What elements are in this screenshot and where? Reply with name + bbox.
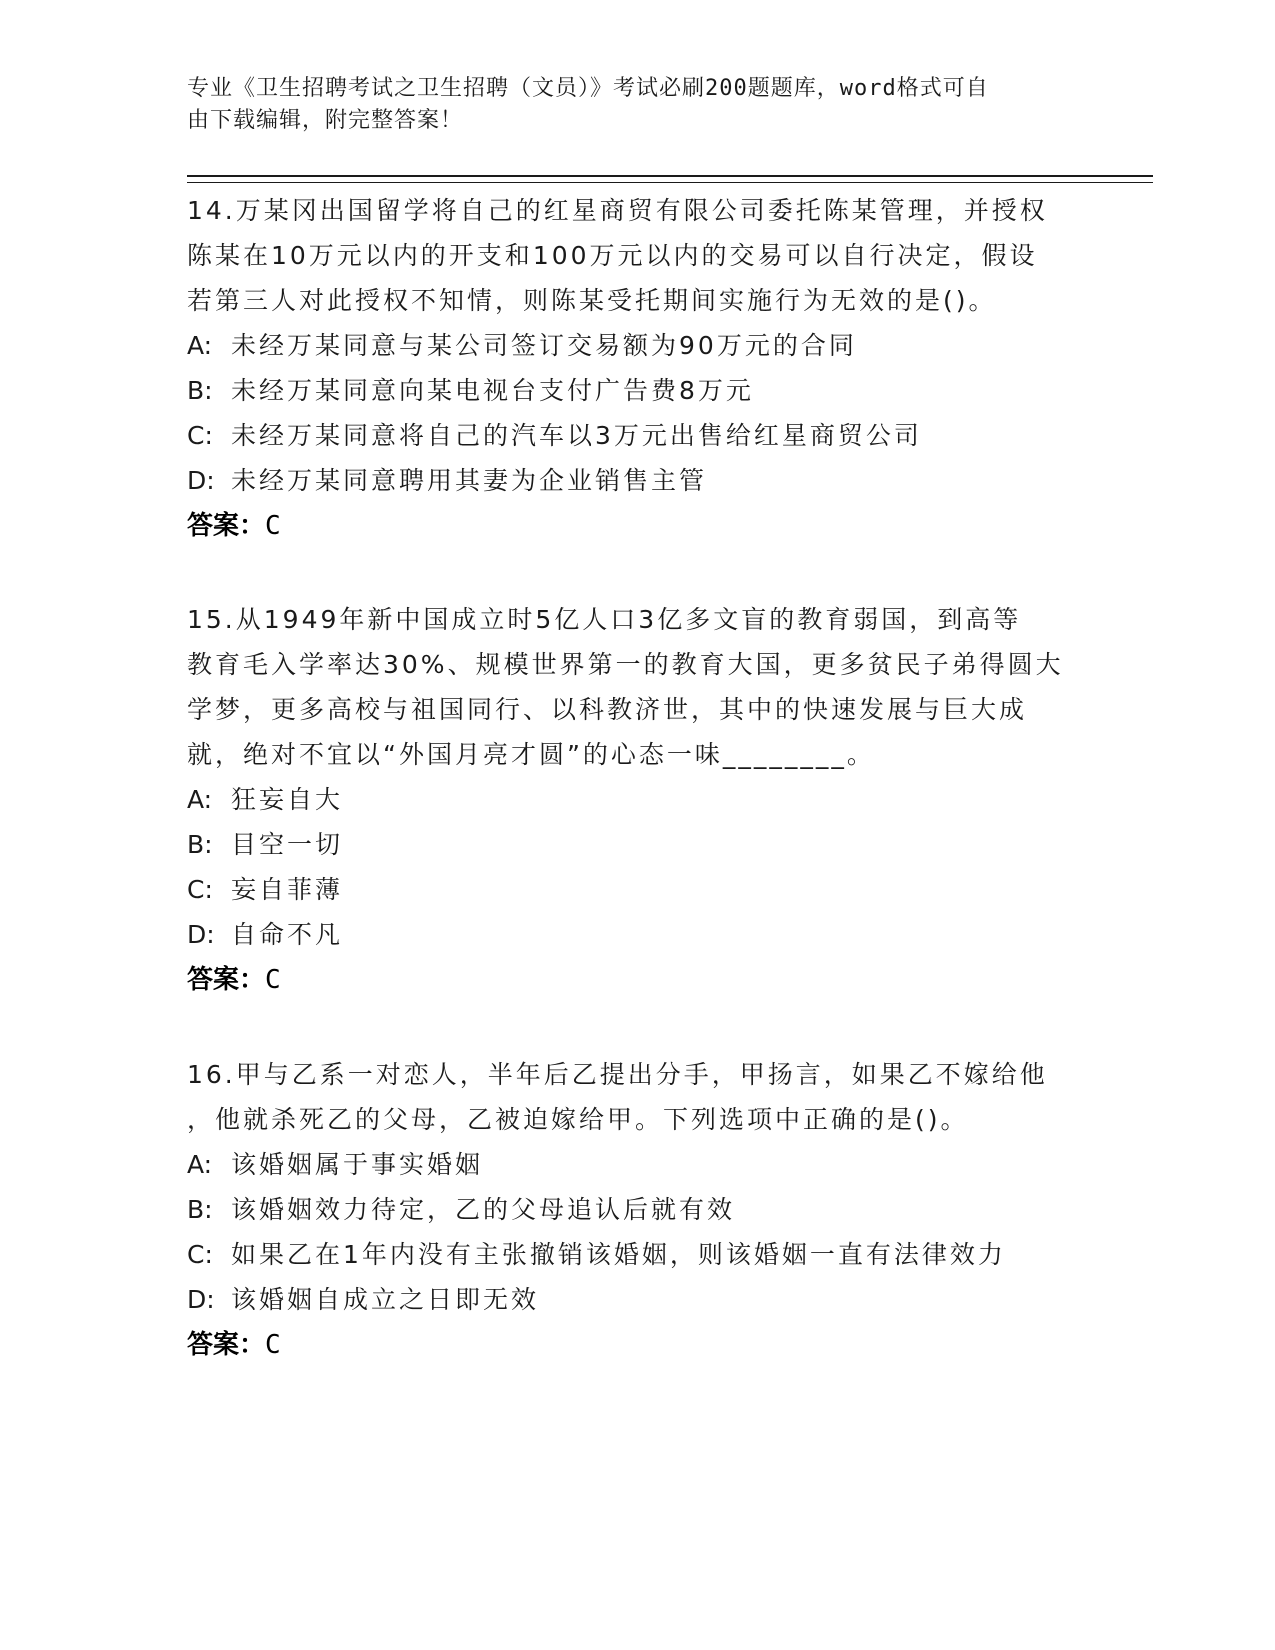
option-letter: C: <box>187 421 213 450</box>
option-d <box>187 1277 1087 1322</box>
question-stem-line: 陈某在10万元以内的开支和100万元以内的交易可以自行决定，假设 <box>187 241 1038 270</box>
option-text: 如果乙在1年内没有主张撤销该婚姻，则该婚姻一直有法律效力 <box>231 1240 1006 1269</box>
question-stem-line: 16.甲与乙系一对恋人，半年后乙提出分手，甲扬言，如果乙不嫁给他 <box>187 1060 1048 1089</box>
header-line-2: 由下载编辑，附完整答案！ <box>187 108 464 133</box>
option-letter: C: <box>187 875 213 904</box>
option-letter: A: <box>187 331 213 360</box>
answer-value: C <box>265 965 281 995</box>
header-divider-thick <box>187 175 1153 177</box>
question-stem-line: 14.万某冈出国留学将自己的红星商贸有限公司委托陈某管理，并授权 <box>187 196 1048 225</box>
header-line-1: 专业《卫生招聘考试之卫生招聘（文员）》考试必刷200题题库，word格式可自 <box>187 76 989 101</box>
answer-label: 答案： <box>187 1330 266 1360</box>
option-list <box>187 777 1087 957</box>
answer-value: C <box>265 511 281 541</box>
option-text: 未经万某同意与某公司签订交易额为90万元的合同 <box>231 331 857 360</box>
question-stem-line: ，他就杀死乙的父母，乙被迫嫁给甲。下列选项中正确的是()。 <box>187 1105 969 1134</box>
option-text: 妄自菲薄 <box>231 875 344 904</box>
answer-value: C <box>265 1330 281 1360</box>
answer-line <box>187 958 1087 1003</box>
question-14 <box>187 188 1087 549</box>
question-stem-line: 学梦，更多高校与祖国同行、以科教济世，其中的快速发展与巨大成 <box>187 695 1028 724</box>
option-d <box>187 912 1087 957</box>
option-text: 狂妄自大 <box>231 785 344 814</box>
option-text: 该婚姻自成立之日即无效 <box>231 1285 540 1314</box>
option-text: 该婚姻属于事实婚姻 <box>231 1150 484 1179</box>
question-stem <box>187 1052 1087 1142</box>
option-a <box>187 323 1087 368</box>
option-text: 自命不凡 <box>231 920 344 949</box>
answer-line <box>187 504 1087 549</box>
question-stem <box>187 188 1087 323</box>
option-letter: A: <box>187 1150 213 1179</box>
option-text: 未经万某同意聘用其妻为企业销售主管 <box>231 466 708 495</box>
option-letter: D: <box>187 920 215 949</box>
option-letter: B: <box>187 830 213 859</box>
answer-label: 答案： <box>187 965 266 995</box>
option-text: 该婚姻效力待定，乙的父母追认后就有效 <box>231 1195 736 1224</box>
question-15 <box>187 597 1087 1003</box>
option-text: 目空一切 <box>231 830 344 859</box>
document-header <box>187 73 1067 137</box>
option-b <box>187 368 1087 413</box>
option-text: 未经万某同意将自己的汽车以3万元出售给红星商贸公司 <box>231 421 922 450</box>
option-c <box>187 867 1087 912</box>
header-divider-thin <box>187 182 1153 183</box>
question-stem <box>187 597 1087 777</box>
option-a <box>187 777 1087 822</box>
question-16 <box>187 1052 1087 1368</box>
question-stem-line: 若第三人对此授权不知情，则陈某受托期间实施行为无效的是()。 <box>187 286 997 315</box>
option-letter: B: <box>187 376 213 405</box>
option-c <box>187 413 1087 458</box>
option-letter: D: <box>187 466 215 495</box>
answer-line <box>187 1323 1087 1368</box>
question-stem-line: 就，绝对不宜以“外国月亮才圆”的心态一味________。 <box>187 740 875 769</box>
option-letter: C: <box>187 1240 213 1269</box>
answer-label: 答案： <box>187 511 266 541</box>
option-letter: B: <box>187 1195 213 1224</box>
question-stem-line: 15.从1949年新中国成立时5亿人口3亿多文盲的教育弱国，到高等 <box>187 605 1022 634</box>
option-text: 未经万某同意向某电视台支付广告费8万元 <box>231 376 754 405</box>
option-list <box>187 323 1087 503</box>
option-b <box>187 1187 1087 1232</box>
option-d <box>187 458 1087 503</box>
option-letter: A: <box>187 785 213 814</box>
option-a <box>187 1142 1087 1187</box>
option-letter: D: <box>187 1285 215 1314</box>
option-c <box>187 1232 1087 1277</box>
option-b <box>187 822 1087 867</box>
option-list <box>187 1142 1087 1322</box>
question-stem-line: 教育毛入学率达30%、规模世界第一的教育大国，更多贫民子弟得圆大 <box>187 650 1064 679</box>
